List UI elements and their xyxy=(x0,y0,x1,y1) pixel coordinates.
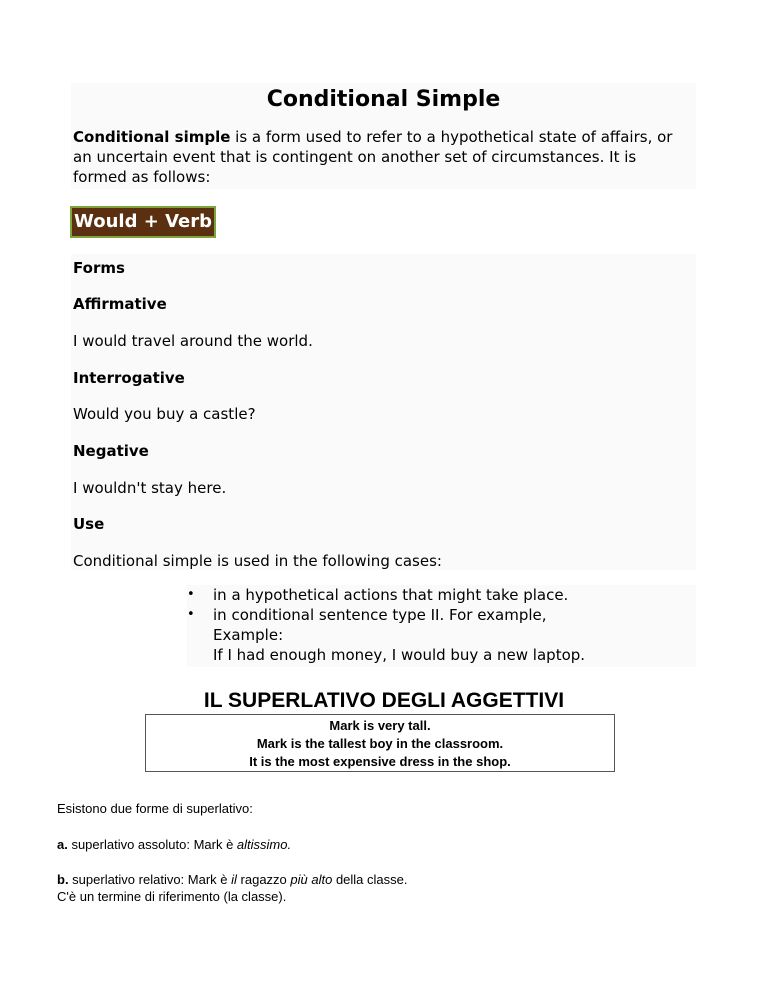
use-intro: Conditional simple is used in the following cases: xyxy=(73,552,442,570)
intro-lead-text: is a form used to refer to a hypothetical state of affairs, or an uncertain event that is contingent on another set of circumstances. It is formed as follows: xyxy=(73,128,673,186)
use-item-text: in conditional sentence type II. For example, xyxy=(213,606,547,624)
intro-section xyxy=(71,83,696,189)
intro-paragraph xyxy=(73,127,691,187)
superlative-example-box xyxy=(145,714,615,772)
superlative-b-line xyxy=(57,871,407,888)
b-text: ragazzo xyxy=(236,872,291,887)
affirmative-label: Affirmative xyxy=(73,295,167,313)
b-italic: più alto xyxy=(290,872,333,887)
b-text: superlativo relativo: Mark è xyxy=(68,872,232,887)
use-example-sentence: If I had enough money, I would buy a new laptop. xyxy=(213,646,586,664)
uses-section xyxy=(187,585,696,667)
use-label: Use xyxy=(73,515,105,533)
use-example-label: Example: xyxy=(213,626,284,644)
intro-lead-term: Conditional simple xyxy=(73,128,231,146)
superlative-intro: Esistono due forme di superlativo: xyxy=(57,801,253,816)
b-italic: il xyxy=(231,872,237,887)
formula-banner: Would + Verb xyxy=(70,206,216,238)
b-text: della classe. xyxy=(332,872,408,887)
use-item-text: in a hypothetical actions that might take place. xyxy=(213,586,569,604)
box-line: It is the most expensive dress in the shop. xyxy=(249,754,511,769)
uses-list xyxy=(187,585,696,665)
superlative-title: IL SUPERLATIVO DEGLI AGGETTIVI xyxy=(203,689,565,712)
forms-heading: Forms xyxy=(73,259,125,277)
interrogative-example: Would you buy a castle? xyxy=(73,405,256,423)
box-line: Mark is very tall. xyxy=(329,718,431,733)
negative-example: I wouldn't stay here. xyxy=(73,479,227,497)
superlative-a-line xyxy=(57,836,291,853)
a-italic: altissimo. xyxy=(236,837,292,852)
interrogative-label: Interrogative xyxy=(73,369,185,387)
negative-label: Negative xyxy=(73,442,149,460)
superlative-b-note: C'è un termine di riferimento (la classe). xyxy=(57,889,287,904)
b-label: b. xyxy=(57,872,69,887)
a-label: a. xyxy=(57,837,68,852)
list-item xyxy=(187,605,696,665)
page-title: Conditional Simple xyxy=(266,87,501,112)
box-line: Mark is the tallest boy in the classroom. xyxy=(256,736,504,751)
forms-section xyxy=(71,254,696,570)
a-text: superlativo assoluto: Mark è xyxy=(67,837,237,852)
list-item xyxy=(187,585,696,605)
affirmative-example: I would travel around the world. xyxy=(73,332,313,350)
